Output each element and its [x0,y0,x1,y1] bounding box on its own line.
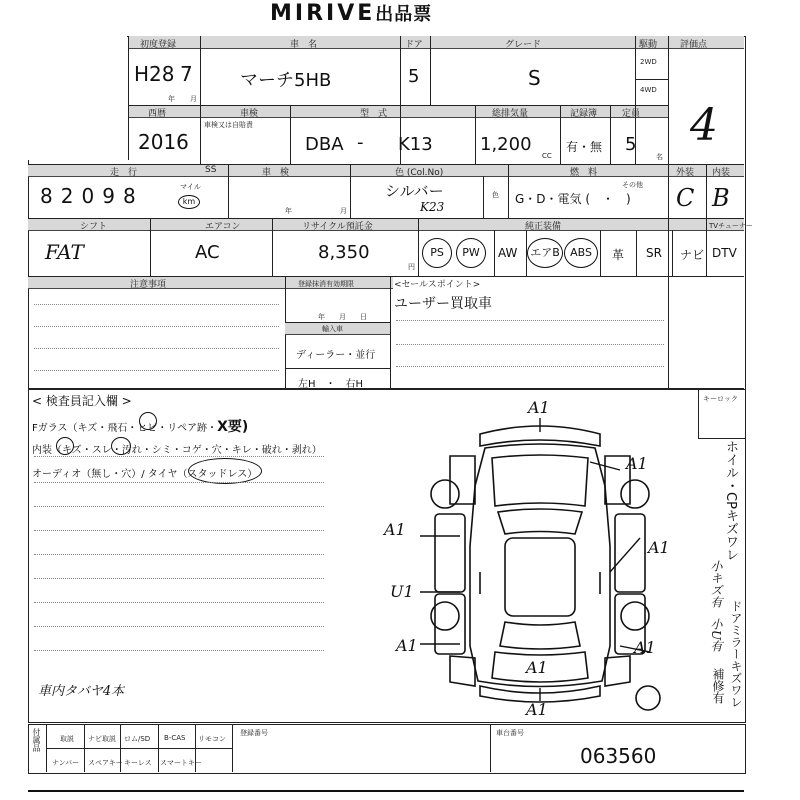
unit-color: 色 [492,191,499,199]
sales-line [396,320,664,321]
mileage-digit: 8 [40,184,61,208]
mark-rear-bottom: A1 [526,700,548,719]
mileage-digits [40,184,144,208]
acc-rom: ロム/SD [124,735,151,743]
mark-front: A1 [528,398,550,417]
mark-right-mid: A1 [648,538,670,557]
equip-aw: AW [498,246,518,260]
equip-sr: SR [646,246,662,260]
label-seating: 定員 [622,109,641,119]
label-reg-no: 登録番号 [240,729,268,737]
mark-left-rear: A1 [396,636,418,655]
mileage-digit: 0 [81,184,103,208]
label-inspection: 車検 [240,109,259,119]
inspector-line-1-text: Fガラス（キズ・飛石・ヒビ・リペア跡・ [32,423,218,434]
stain-circle [111,437,131,455]
inspector-line [34,578,324,579]
label-car-name: 車 名 [290,40,318,50]
r1-div-b [200,36,201,164]
recycle-value: 8,350 [318,242,370,263]
label-accessories: 付属品 [32,728,41,752]
drive-4wd: 4WD [640,86,657,94]
model-dash: - [357,132,364,153]
label-aircon: エアコン [205,222,241,232]
r2-div-b [475,105,476,164]
ft-mid [46,748,232,749]
ft-div-1 [232,724,233,772]
acc-bcas: B-CAS [164,734,186,742]
acc-cell [195,724,196,772]
label-displacement: 総排気量 [492,109,529,119]
caution-line [34,326,279,327]
unit-km [178,195,200,209]
r3-div-b [350,164,351,218]
label-record: 記録簿 [570,109,598,119]
caution-line [34,348,279,349]
inspector-line-2: 内装（キズ・スレ・汚れ・シミ・コゲ・穴・キレ・破れ・剥れ） [32,445,322,456]
label-keylock: キーロック [703,395,738,403]
equip-pw [456,238,486,268]
inspector-title: < 検査員記入欄 > [32,394,132,408]
r1-div-a [128,36,129,160]
inspector-line [34,506,324,507]
r4-div-a [150,218,151,276]
equip-navi: ナビ [680,248,705,262]
row4-top [28,218,744,219]
mark-left-mid: U1 [390,582,414,601]
first-reg-era: H28 [134,62,175,86]
equip-airbag-text: エアB [530,246,560,259]
score-value: 4 [690,100,718,151]
r4-div-b [272,218,273,276]
label-doors: ドア [405,40,423,50]
r2-div-d [610,105,611,164]
label-reg-deadline: 登録抹消有効期限 [298,280,354,288]
brand-name: MIRIVE [270,1,376,26]
lot-area [20,25,127,160]
equip-abs-text: ABS [570,246,592,259]
label-shift: シフト [80,222,108,232]
car-name-value: マーチ5HB [240,70,332,91]
sales-point-value: ユーザー買取車 [394,296,492,312]
first-reg-month: 7 [180,62,193,86]
label-shaken: 車 検 [262,168,290,178]
label-fuel: 燃 料 [570,168,598,178]
r5-div-b [390,276,391,388]
label-drive: 駆動 [639,40,658,50]
import-ymd: 年 月 日 [318,313,367,321]
drive-split [635,79,668,80]
chip-circle [139,412,157,430]
mark-left-front: A1 [384,520,406,539]
inspector-line [34,626,324,627]
acc-spare-key: スペアキー [88,759,123,767]
drive-2wd: 2WD [640,58,657,66]
acc-cell [120,724,121,772]
equip-pw-text: PW [462,246,480,259]
inspector-line [34,602,324,603]
equip-ps-text: PS [430,246,444,259]
r1-div-f [668,36,669,388]
label-grade: グレード [505,40,542,50]
inspector-line [34,554,324,555]
acc-navi-manual: ナビ取説 [88,735,116,743]
bottom-rule [28,790,744,792]
acc-plate: ナンバー [52,759,80,767]
caution-line [34,370,279,371]
unit-shaken-month: 月 [340,207,347,215]
unit-cc: CC [542,152,552,160]
aircon-value: AC [195,242,220,263]
r1-div-d [430,36,431,105]
chassis-no-value: 063560 [580,744,657,768]
equip-dtv: DTV [712,246,737,260]
scratch-circle [56,437,74,455]
eq-div2 [526,230,527,276]
handle-top [285,368,390,369]
title-suffix: 出品票 [375,4,433,25]
grade-value: S [528,66,541,90]
interior-value: B [712,184,730,212]
label-equipment: 純正装備 [525,222,562,232]
fuel-other: その他 [622,181,643,189]
inspector-line [34,456,324,457]
eq-div3 [600,230,601,276]
label-first-reg: 初度登録 [140,40,177,50]
top-grid [28,36,746,390]
equipment-row [418,232,744,276]
r2-div-c [560,105,561,164]
label-score: 評価点 [680,40,708,50]
r2-div-a [290,105,291,164]
year-value: 2016 [138,130,189,154]
label-model: 型 式 [360,109,388,119]
equip-leather: 革 [612,248,625,262]
side-note-1: ホイル・CPキズワレ [723,440,738,561]
unit-seat: 名 [656,153,663,161]
sheet-title [270,0,432,26]
label-tv: TVチューナー [709,222,753,230]
mileage-digit: 8 [122,184,144,208]
acc-manual: 取説 [60,735,74,743]
eq-div4 [636,230,637,276]
unit-shaken-year: 年 [285,207,292,215]
inspector-line-1-mark: X要) [217,419,249,435]
ft-div-2 [490,724,491,772]
inspector-handnote: 車内タバヤ4本 [38,684,125,699]
mark-rear: A1 [526,658,548,677]
label-inspection-note: 車検又は自賠責 [204,121,253,129]
label-exterior: 外装 [676,168,695,178]
side-note-2: 小キズ有 [709,560,723,608]
equip-airbag [527,238,563,268]
unit-km-text: km [182,197,196,206]
r3-div-c [483,176,484,218]
sales-line [396,366,664,367]
seating-value: 5 [625,134,637,155]
eq-div1 [494,230,495,276]
label-interior: 内装 [712,168,731,178]
label-ss: SS [205,165,217,175]
inspector-line-3: オーディオ（無し・穴）/ タイヤ（スタッドレス） [32,469,258,480]
equip-abs [564,238,598,268]
unit-recycle: 円 [408,263,415,271]
label-mileage: 走 行 [110,168,138,178]
label-color: 色 (Col.No) [395,168,444,178]
shift-value: FAT [45,240,84,264]
acc-remote: リモコン [198,735,226,743]
inspector-line [34,530,324,531]
side-note-3: 小U有 [709,618,723,653]
dealer-value: ディーラー・並行 [296,350,376,361]
studless-circle [188,458,262,484]
eq-div5 [672,230,673,276]
mileage-digit: 2 [60,184,82,208]
label-caution: 注意事項 [130,280,167,290]
label-sales-point: <セールスポイント> [394,280,481,290]
model-code: K13 [398,134,433,155]
handle-value: 左H ・ 右H [298,379,364,390]
inspector-line [34,482,324,483]
caution-line [34,304,279,305]
unit-mile: マイル [180,183,201,191]
mileage-digit: 9 [102,184,123,208]
model-prefix: DBA [305,134,344,155]
label-chassis-no: 車台番号 [496,729,524,737]
acc-cell [158,724,159,772]
displacement-value: 1,200 [480,134,532,155]
unit-year: 年 [168,95,175,103]
inspector-top [28,388,744,389]
equip-ps [422,238,452,268]
eq-div6 [706,218,707,276]
record-book-value: 有・無 [566,140,603,154]
acc-smart-key: スマートキー [160,759,202,767]
acc-cell [84,724,85,772]
r3-div-e [706,164,707,218]
color-code: K23 [420,200,445,214]
side-note-4: ドアミラーキズワレ [729,600,743,708]
mark-front-right: A1 [626,454,648,473]
side-note-5: 補修有 [711,668,725,704]
color-value: シルバー [385,182,444,200]
unit-month: 月 [190,95,197,103]
sales-line [396,344,664,345]
inspector-line [34,650,324,651]
r3-div-d [508,164,509,218]
fuel-value: G・D・電気 ( ・ ) [515,192,631,206]
acc-keyless: キーレス [124,759,152,767]
r3-div-a [228,164,229,218]
label-import: 輸入車 [322,325,343,333]
label-recycle: リサイクル預託金 [302,222,373,232]
doors-value: 5 [408,66,420,87]
label-year: 西暦 [148,109,167,119]
mark-right-rear: A1 [634,638,656,657]
exterior-value: C [676,184,695,212]
